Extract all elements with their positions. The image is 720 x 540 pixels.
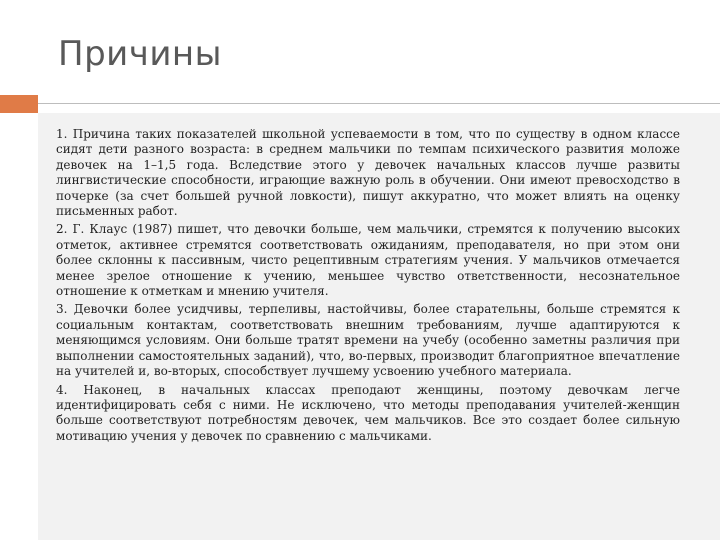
paragraph-3: 3. Девочки более усидчивы, терпеливы, настойчивы, более старательны, больше стремятся к социальным контактам, соответствовать внешним требованиям, лучше адаптируются к меняющимся условиям. Они больше тратят времени на учебу (особенно заметны различия при выполнении самостоятельных заданий), что, во-первых, производит благоприятное впечатление на учителей и, во-вторых, способствует лучшему усвоению учебного материала. (56, 302, 680, 379)
slide-title: Причины (58, 34, 223, 74)
title-divider (38, 103, 720, 104)
title-area (0, 0, 720, 104)
paragraph-4: 4. Наконец, в начальных классах преподают женщины, поэтому девочкам легче идентифицировать себя с ними. Не исключено, что методы преподавания учителей-женщин больше соответствуют потребностям девочек, чем мальчиков. Все это создает более сильную мотивацию учения у девочек по сравнению с мальчиками. (56, 382, 680, 443)
accent-block (0, 95, 38, 113)
paragraph-1: 1. Причина таких показателей школьной успеваемости в том, что по существу в одном классе сидят дети разного возраста: в среднем мальчики по темпам психического развития моложе девочек на 1–1,5 года. Вследствие этого у девочек начальных классов лучше развиты лингвистические способности, играющие важную роль в обучении. Они имеют превосходство в почерке (за счет большей ручной ловкости), пишут аккуратно, что может влиять на оценку письменных работ. (56, 127, 680, 219)
paragraph-2: 2. Г. Клаус (1987) пишет, что девочки больше, чем мальчики, стремятся к получению высоких отметок, активнее стремятся соответствовать ожиданиям, преподавателя, но при этом они более склонны к пассивным, чисто рецептивным стратегиям учения. У мальчиков отмечается менее зрелое отношение к учению, меньшее чувство ответственности, несознательное отношение к отметкам и мнению учителя. (56, 222, 680, 299)
content-text (56, 127, 680, 447)
